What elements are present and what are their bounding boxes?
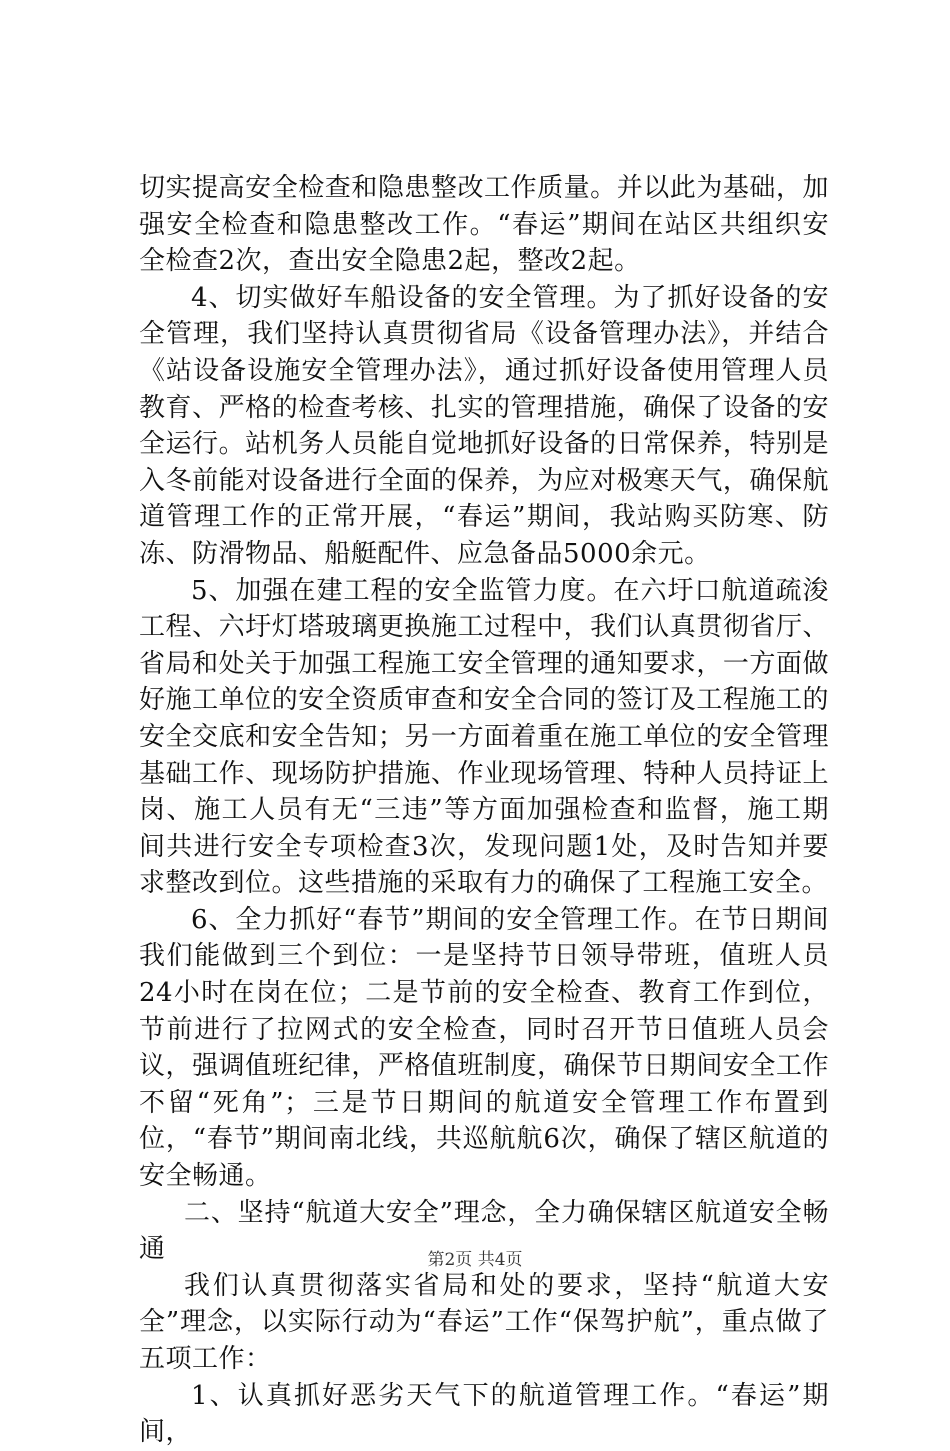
paragraph-item-4: 4、切实做好车船设备的安全管理。为了抓好设备的安全管理，我们坚持认真贯彻省局《设备管理办法》，并结合《站设备设施安全管理办法》，通过抓好设备使用管理人员教育、严格的检查考核、扎实的管理措施，确保了设备的安全运行。站机务人员能自觉地抓好设备的日常保养，特别是入冬前能对设备进行全面的保养，为应对极寒天气，确保航道管理工作的正常开展，“春运”期间，我站购买防寒、防冻、防滑物品、船艇配件、应急备品5000余元。	[139, 282, 829, 569]
paragraph-item-1: 1、认真抓好恶劣天气下的航道管理工作。“春运”期间，	[139, 1380, 829, 1448]
paragraph-continuation: 切实提高安全检查和隐患整改工作质量。并以此为基础，加强安全检查和隐患整改工作。“春运”期间在站区共组织安全检查2次，查出安全隐患2起，整改2起。	[139, 173, 829, 277]
page-footer	[0, 1245, 950, 1270]
paragraph-item-5: 5、加强在建工程的安全监管力度。在六圩口航道疏浚工程、六圩灯塔玻璃更换施工过程中，我们认真贯彻省厅、省局和处关于加强工程施工安全管理的通知要求，一方面做好施工单位的安全资质审查和安全合同的签订及工程施工的安全交底和安全告知；另一方面着重在施工单位的安全管理基础工作、现场防护措施、作业现场管理、特种人员持证上岗、施工人员有无“三违”等方面加强检查和监督，施工期间共进行安全专项检查3次，发现问题1处，及时告知并要求整改到位。这些措施的采取有力的确保了工程施工安全。	[139, 575, 829, 899]
page-number-label: 第2页 共4页	[427, 1250, 523, 1270]
section-heading-2: 二、坚持“航道大安全”理念，全力确保辖区航道安全畅通	[139, 1197, 829, 1265]
paragraph-item-6: 6、全力抓好“春节”期间的安全管理工作。在节日期间我们能做到三个到位：一是坚持节日领导带班，值班人员24小时在岗在位；二是节前的安全检查、教育工作到位，节前进行了拉网式的安全检查，同时召开节日值班人员会议，强调值班纪律，严格值班制度，确保节日期间安全工作不留“死角”；三是节日期间的航道安全管理工作布置到位，“春节”期间南北线，共巡航航6次，确保了辖区航道的安全畅通。	[139, 904, 829, 1192]
paragraph-section-intro: 我们认真贯彻落实省局和处的要求，坚持“航道大安全”理念，以实际行动为“春运”工作“保驾护航”，重点做了五项工作：	[139, 1270, 829, 1374]
